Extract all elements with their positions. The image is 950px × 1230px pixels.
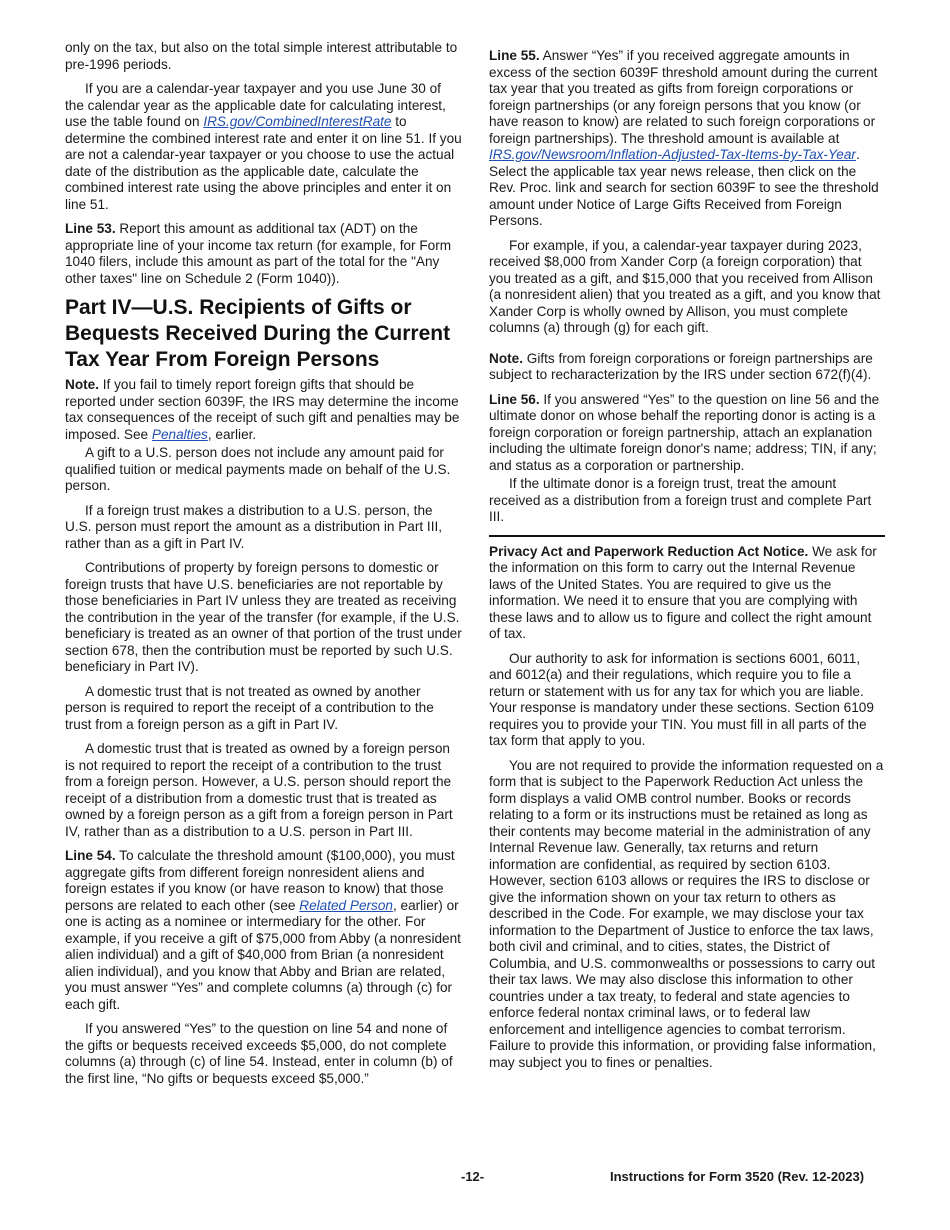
text: We ask for the information on this form to carry out the Internal Revenue laws of the United States. You are required to give us the information. We need it to ensure that you are complying with these laws and to allow us to figure and collect the right amount of tax. bbox=[489, 543, 877, 641]
text: If you answered “Yes” to the question on line 56 and the ultimate donor on whose behalf the reporting donor is acting is a foreign corporation or foreign partnership, attach an explanation including the ultimate foreign donor's name; address; TIN, if any; and status as a corporation or partnership. bbox=[489, 391, 880, 473]
paragraph-authority: Our authority to ask for information is sections 6001, 6011, and 6012(a) and their regulations, which require you to file a return or statement with us for any tax for which you are liable. Your response is mandatory under these sections. Section 6109 requires you to provide your TIN. You must fill in all parts of the tax form that apply to you. bbox=[489, 650, 874, 748]
paragraph-not-required: You are not required to provide the information requested on a form that is subject to the Paperwork Reduction Act unless the form displays a valid OMB control number. Books or records relating to a form or its instructions must be retained as long as their contents may become material in the administration of any Internal Revenue law. Generally, tax returns and return information are confidential, as required by section 6103. However, section 6103 allows or requires the IRS to disclose or give the information shown on your tax return to others as described in the Code. For example, we may disclose your tax information to the Department of Justice to enforce the tax laws, both civil and criminal, and to cities, states, the District of Columbia, and U.S. commonwealths or possessions to carry out their tax laws. We may also disclose this information to other countries under a tax treaty, to federal and state agencies to enforce federal nontax criminal laws, or to federal law enforcement and intelligence agencies to combat terrorism. Failure to provide this information, or providing false information, may subject you to fines or penalties. bbox=[489, 757, 884, 1070]
text: If you fail to timely report foreign gifts that should be reported under section 6039F, the IRS may determine the income tax consequences of the receipt of such gift and penalties may be imposed. See bbox=[65, 377, 460, 442]
text: , earlier. bbox=[207, 426, 257, 442]
combined-interest-rate-link[interactable]: IRS.gov/CombinedInterestRate bbox=[203, 114, 392, 129]
privacy-act-label: Privacy Act and Paperwork Reduction Act Notice. bbox=[489, 543, 809, 559]
paragraph-line56 bbox=[489, 392, 885, 475]
paragraph-ultimate-donor: If the ultimate donor is a foreign trust, treat the amount received as a distribution from a foreign trust and complete Part III. bbox=[489, 476, 872, 524]
page-number: -12- bbox=[461, 1169, 485, 1184]
paragraph-domestic-trust-1: A domestic trust that is not treated as owned by another person is required to report the receipt of a contribution to the trust from a foreign person as a gift in Part IV. bbox=[65, 683, 434, 732]
text: . Select the applicable tax year news release, then click on the Rev. Proc. link and search for section 6039F to see the threshold amount under Notice of Large Gifts Received from Foreign Persons. bbox=[489, 147, 879, 228]
line55-label: Line 55. bbox=[489, 48, 540, 63]
penalties-link[interactable]: Penalties bbox=[151, 426, 208, 442]
inflation-adjusted-link[interactable]: IRS.gov/Newsroom/Inflation-Adjusted-Tax-Items-by-Tax-Year bbox=[489, 147, 856, 162]
paragraph-line54 bbox=[65, 848, 462, 1013]
paragraph-privacy-act bbox=[489, 544, 885, 643]
paragraph-foreign-trust: If a foreign trust makes a distribution to a U.S. person, the U.S. person must report the amount as a distribution in Part III, rather than as a gift in Part IV. bbox=[65, 502, 443, 551]
form-title: Instructions for Form 3520 (Rev. 12-2023) bbox=[610, 1169, 865, 1184]
text: If you are a calendar-year taxpayer and you use June 30 of the calendar year as the applicable date for calculating interest, use the table found on bbox=[65, 81, 446, 129]
paragraph-contributions: Contributions of property by foreign persons to domestic or foreign trusts that have U.S. beneficiaries are not reportable by those beneficiaries in Part IV unless they are treated as receiving the contribution in the year of the transfer (for example, if the U.S. beneficiary is treated as an owner of that portion of the trust under section 678, then the contribution must be reported by such U.S. beneficiary in Part IV). bbox=[65, 560, 462, 674]
text: , earlier) or one is acting as a nominee or intermediary for the other. For example, if you receive a gift of $75,000 from Abby (a nonresident alien individual) and a gift of $40,000 from Brian (a nonresident alien individual), and you know that Abby and Brian are related, you must answer “Yes” and complete columns (a) through (c) for each gift. bbox=[65, 897, 461, 1012]
paragraph-note-recharacterization bbox=[489, 351, 885, 384]
paragraph-gift-definition: A gift to a U.S. person does not include any amount paid for qualified tuition or medical payments made on behalf of the U.S. person. bbox=[65, 445, 451, 493]
note-label: Note. bbox=[489, 350, 523, 366]
line56-label: Line 56. bbox=[489, 391, 540, 407]
section-divider bbox=[489, 535, 885, 537]
line53-label: Line 53. bbox=[65, 221, 116, 236]
paragraph-interest-rate bbox=[65, 81, 462, 213]
text: To calculate the threshold amount ($100,000), you must aggregate gifts from different foreign nonresident aliens and foreign estates if you know (or have reason to know) that those persons are related to each other (see bbox=[65, 848, 455, 913]
left-column bbox=[65, 40, 462, 1095]
text: to determine the combined interest rate and enter it on line 51. If you are not a calendar-year taxpayer or you choose to use the actual date of the distribution as the applicable date, calculate the combined interest rate using the above principles and enter it on line 51. bbox=[65, 114, 462, 212]
paragraph-line53 bbox=[65, 221, 462, 287]
paragraph-domestic-trust-2: A domestic trust that is treated as owned by a foreign person is not required to report the receipt of a contribution to the trust from a foreign person. However, a U.S. person should report the receipt of a distribution from a domestic trust that is treated as owned by a foreign person as a gift from a foreign person in Part IV, rather than as a distribution to a U.S. person in Part III. bbox=[65, 741, 453, 839]
line54-label: Line 54. bbox=[65, 848, 116, 863]
text: Answer “Yes” if you received aggregate amounts in excess of the section 6039F threshold amount during the current tax year that you treated as gifts from foreign corporations or foreign partnerships (or any foreign persons that you know (or have reason to know) are related to such foreign corporations or foreign partnerships). The threshold amount is available at bbox=[489, 48, 878, 146]
paragraph-pre1996: only on the tax, but also on the total simple interest attributable to pre-1996 periods. bbox=[65, 40, 458, 72]
text: Gifts from foreign corporations or foreign partnerships are subject to recharacterization by the IRS under section 672(f)(4). bbox=[489, 350, 873, 382]
paragraph-line55 bbox=[489, 48, 885, 230]
paragraph-no-gifts-exceed: If you answered “Yes” to the question on line 54 and none of the gifts or bequests received exceeds $5,000, do not complete columns (a) through (c) of line 54. Instead, enter in column (b) of the first line, “No gifts or bequests exceed $5,000.” bbox=[65, 1021, 453, 1086]
note-label: Note. bbox=[65, 377, 99, 392]
paragraph-note bbox=[65, 377, 462, 443]
section-heading-part-iv: Part IV—U.S. Recipients of Gifts or Bequests Received During the Current Tax Year From Foreign Persons bbox=[65, 296, 451, 371]
paragraph-example: For example, if you, a calendar-year taxpayer during 2023, received $8,000 from Xander Corp (a foreign corporation) that you treated as a gift, and $15,000 that you received from Allison (a nonresident alien) that you treated as a gift, and you know that Xander Corp is wholly owned by Allison, you must complete columns (a) through (g) for each gift. bbox=[489, 237, 881, 335]
right-column bbox=[489, 48, 885, 1079]
related-person-link[interactable]: Related Person bbox=[299, 897, 393, 913]
text: Report this amount as additional tax (ADT) on the appropriate line of your income tax return (for example, for Form 1040 filers, include this amount as part of the total for the "Any other taxes" line on Schedule 2 (Form 1040)). bbox=[65, 221, 452, 286]
